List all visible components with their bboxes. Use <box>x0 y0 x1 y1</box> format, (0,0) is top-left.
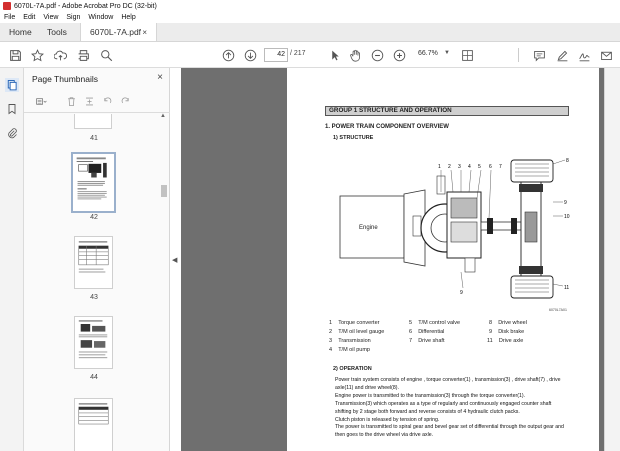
operation-line: The power is transmitted to spiral gear and bevel gear set of differential through the output gear and <box>335 424 564 431</box>
toolbar <box>0 42 620 68</box>
document-viewport[interactable] <box>181 68 620 451</box>
operation-line: Transmission(3) which operates as a type of regularly and continuously engaged counter shaft <box>335 400 552 407</box>
comment-icon[interactable] <box>532 48 546 62</box>
select-cursor-icon[interactable] <box>328 48 342 62</box>
svg-text:2: 2 <box>448 164 451 170</box>
svg-text:6: 6 <box>489 164 492 170</box>
svg-text:5: 5 <box>478 164 481 170</box>
tab-document[interactable] <box>80 23 157 41</box>
thumbnails-toolbar <box>30 94 160 108</box>
bookmark-star-icon[interactable] <box>30 48 44 62</box>
operation-subheading: 2) OPERATION <box>333 366 372 372</box>
delete-page-icon[interactable] <box>64 94 78 108</box>
menu-sign[interactable]: Sign <box>66 14 81 21</box>
find-icon[interactable] <box>99 48 113 62</box>
page-up-icon[interactable] <box>221 48 235 62</box>
thumbnail-page-42[interactable] <box>71 152 116 213</box>
thumbnail-page-45[interactable] <box>74 398 113 451</box>
operation-line: Power train system consists of engine , torque converter(1) , transmission(3) , drive shaft(7) , drive <box>335 377 561 383</box>
menu-help[interactable]: Help <box>121 14 136 21</box>
svg-text:1: 1 <box>438 164 441 170</box>
bookmarks-icon[interactable] <box>5 102 19 116</box>
rotate-ccw-icon[interactable] <box>100 94 114 108</box>
svg-text:11: 11 <box>564 285 570 291</box>
menu-window[interactable]: Window <box>88 14 114 21</box>
svg-text:7: 7 <box>499 164 502 170</box>
legend-item: 11 Drive axle <box>487 338 524 344</box>
pdf-page <box>287 68 599 451</box>
svg-text:3: 3 <box>458 164 461 170</box>
thumbnail-label-44: 44 <box>90 374 98 381</box>
share-email-icon[interactable] <box>599 48 613 62</box>
legend-item: 4 T/M oil pump <box>329 347 370 353</box>
menu-edit[interactable]: Edit <box>23 14 36 21</box>
zoom-in-icon[interactable] <box>392 48 406 62</box>
zoom-out-icon[interactable] <box>370 48 384 62</box>
tab-home[interactable]: Home <box>9 27 32 37</box>
zoom-dropdown-icon[interactable]: ▼ <box>444 50 450 56</box>
thumbnail-45-preview <box>75 399 112 450</box>
menu-bar <box>0 12 620 23</box>
collapse-panel-icon[interactable]: ◀ <box>172 257 178 264</box>
page-down-icon[interactable] <box>243 48 257 62</box>
thumbnail-label-42: 42 <box>90 214 98 221</box>
thumbnail-43-preview <box>75 237 112 288</box>
scrollbar-thumb[interactable] <box>161 185 167 197</box>
thumbnail-label-43: 43 <box>90 294 98 301</box>
title-bar <box>0 0 620 12</box>
scroll-up-arrow-icon[interactable]: ▲ <box>160 113 166 119</box>
acrobat-app-icon <box>3 2 11 10</box>
group-heading: GROUP 1 STRUCTURE AND OPERATION <box>325 106 569 116</box>
structure-subheading: 1) STRUCTURE <box>333 135 374 141</box>
page-number-input[interactable]: 42 <box>264 48 288 62</box>
legend-item: 8 Drive wheel <box>489 320 527 326</box>
tab-document-label: 6070L-7A.pdf <box>90 27 142 37</box>
navigation-rail <box>0 68 24 451</box>
zoom-level[interactable]: 66.7% <box>418 50 438 57</box>
thumbnails-divider <box>24 112 170 113</box>
tab-close-icon[interactable]: × <box>142 27 147 37</box>
power-train-diagram <box>337 158 572 308</box>
sign-icon[interactable] <box>577 48 591 62</box>
engine-label: Engine <box>359 225 378 231</box>
svg-text:9: 9 <box>564 200 567 206</box>
legend-item: 7 Drive shaft <box>409 338 445 344</box>
thumbnails-panel <box>24 68 170 451</box>
operation-line: axle(11) and drive wheel(8). <box>335 384 399 391</box>
legend-item: 2 T/M oil level gauge <box>329 329 385 335</box>
figure-code: 6070L7A01 <box>549 308 567 312</box>
legend-item: 9 Disk brake <box>489 329 525 335</box>
section-heading: 1. POWER TRAIN COMPONENT OVERVIEW <box>325 124 449 130</box>
page-layout-icon[interactable] <box>460 48 474 62</box>
upload-cloud-icon[interactable] <box>53 48 67 62</box>
hand-tool-icon[interactable] <box>348 48 362 62</box>
svg-text:8: 8 <box>566 158 569 164</box>
toolbar-separator <box>518 48 519 62</box>
save-icon[interactable] <box>8 48 22 62</box>
page-total: / 217 <box>290 50 306 57</box>
operation-line: Engine power is transmitted to the transmission(3) through the torque converter(1). <box>335 392 526 399</box>
svg-text:10: 10 <box>564 214 570 220</box>
operation-paragraph <box>335 377 575 440</box>
operation-line: shifting by 2 stage both forward and reverse consists of 4 hydraulic clutch packs. <box>335 408 520 415</box>
rotate-cw-icon[interactable] <box>118 94 132 108</box>
tab-bar <box>0 23 620 42</box>
panel-close-icon[interactable]: × <box>157 72 163 83</box>
highlight-pen-icon[interactable] <box>555 48 569 62</box>
print-icon[interactable] <box>76 48 90 62</box>
legend-item: 6 Differential <box>409 329 445 335</box>
operation-line: then goes to the drive wheel via drive axle. <box>335 432 434 439</box>
thumbnail-page-44[interactable] <box>74 316 113 369</box>
legend-item: 3 Transmission <box>329 338 371 344</box>
menu-file[interactable]: File <box>4 14 16 21</box>
thumbnail-label-41: 41 <box>90 135 98 142</box>
legend-item: 5 T/M control valve <box>409 320 461 326</box>
thumbnail-42-preview <box>73 154 114 211</box>
thumbnails-panel-title: Page Thumbnails <box>32 74 98 84</box>
thumbnail-page-43[interactable] <box>74 236 113 289</box>
right-tools-pane[interactable] <box>604 68 620 451</box>
svg-text:4: 4 <box>468 164 471 170</box>
menu-view[interactable]: View <box>43 14 59 21</box>
window-title: 6070L-7A.pdf - Adobe Acrobat Pro DC (32-bit) <box>14 2 157 10</box>
thumbnail-page-41[interactable] <box>74 114 112 129</box>
thumbnails-scrollbar[interactable] <box>160 113 168 451</box>
attachments-icon[interactable] <box>5 126 19 140</box>
svg-text:9: 9 <box>460 290 463 296</box>
tab-tools[interactable]: Tools <box>47 27 67 37</box>
page-thumbnails-icon[interactable] <box>5 78 19 92</box>
legend-item: 1 Torque converter <box>329 320 380 326</box>
operation-line: Clutch piston is released by tension of spring. <box>335 416 440 423</box>
thumbnail-options-icon[interactable] <box>30 94 52 108</box>
thumbnail-44-preview <box>75 317 112 368</box>
insert-page-icon[interactable] <box>82 94 96 108</box>
